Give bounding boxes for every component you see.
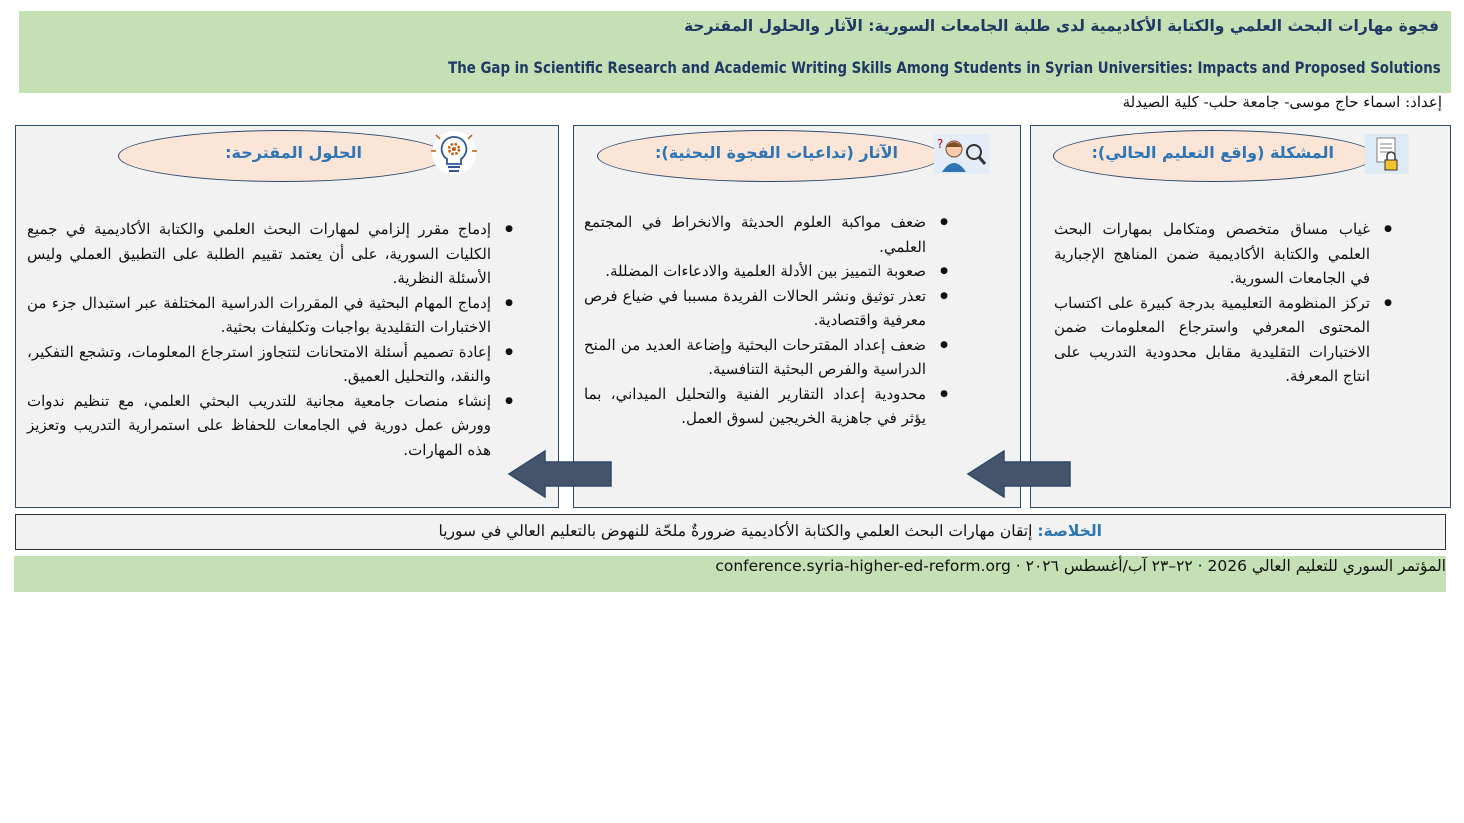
solution-item: ● إدماج مقرر إلزامي لمهارات البحث العلمي والكتابة الأكاديمية في جميع الكليات السورية، على أن يعتمد تقييم الطلبة على التطبيق العملي وليس الأسئلة النظرية. [27, 217, 519, 291]
summary-label: الخلاصة: [1037, 522, 1102, 540]
problem-title: المشكلة (واقع التعليم الحالي): [1091, 143, 1334, 162]
title-english: The Gap in Scientific Research and Academic Writing Skills Among Students in Syrian Universities: Impacts and Proposed Solutions [448, 58, 1441, 77]
problem-list [1054, 217, 1398, 389]
person-magnifier-icon [934, 134, 990, 174]
svg-text:?: ? [937, 137, 944, 151]
impact-item: ● محدودية إعداد التقارير الفنية والتحليل الميداني، بما يؤثر في جاهزية الخريجين لسوق العمل. [584, 382, 954, 431]
solution-list [27, 217, 519, 462]
solution-item: ● إنشاء منصات جامعية مجانية للتدريب البحثي العلمي، مع تنظيم ندوات وورش عمل دورية في الجامعات للحفاظ على استمرارية التدريب وتعزيز هذه المهارات. [27, 389, 519, 463]
solution-item: ● إعادة تصميم أسئلة الامتحانات لتتجاوز استرجاع المعلومات، وتشجع التفكير، والنقد، والتحليل العميق. [27, 340, 519, 389]
summary-line [438, 522, 1102, 540]
left-arrow-icon [966, 450, 1072, 498]
left-arrow-icon [507, 450, 613, 498]
header-banner [19, 11, 1451, 93]
summary-text: إتقان مهارات البحث العلمي والكتابة الأكاديمية ضرورةٌ ملحّة للنهوض بالتعليم العالي في سوريا [438, 522, 1033, 540]
impact-title: الآثار (تداعيات الفجوة البحثية): [655, 143, 898, 162]
problem-item: ● تركز المنظومة التعليمية بدرجة كبيرة على اكتساب المحتوى المعرفي واسترجاع المعلومات ضمن الاختبارات التقليدية مقابل محدودية التدريب على انتاج المعرفة. [1054, 291, 1398, 389]
impact-item: ● ضعف مواكبة العلوم الحديثة والانخراط في المجتمع العلمي. [584, 210, 954, 259]
footer-text: المؤتمر السوري للتعليم العالي 2026 · ٢٢–٢٣ آب/أغسطس ٢٠٢٦ · conference.syria-higher-ed-reform.org [715, 557, 1446, 575]
solution-title: الحلول المقترحة: [225, 143, 362, 162]
impact-item: ● صعوبة التمييز بين الأدلة العلمية والادعاءات المضللة. [584, 259, 954, 284]
solution-item: ● إدماج المهام البحثية في المقررات الدراسية المختلفة عبر استبدال جزء من الاختبارات التقليدية بواجبات وتكليفات بحثية. [27, 291, 519, 340]
lightbulb-gear-icon [428, 131, 480, 177]
impact-list [584, 210, 954, 431]
document-lock-icon [1365, 134, 1409, 174]
impact-item: ● ضعف إعداد المقترحات البحثية وإضاعة العديد من المنح الدراسية والفرص البحثية التنافسية. [584, 333, 954, 382]
author-line: إعداد: اسماء حاج موسى- جامعة حلب- كلية الصيدلة [1122, 93, 1442, 111]
impact-item: ● تعذر توثيق ونشر الحالات الفريدة مسببا في ضياع فرص معرفية واقتصادية. [584, 284, 954, 333]
title-arabic: فجوة مهارات البحث العلمي والكتابة الأكاديمية لدى طلبة الجامعات السورية: الآثار والحلول المقترحة [684, 17, 1439, 35]
problem-item: ● غياب مساق متخصص ومتكامل بمهارات البحث العلمي والكتابة الأكاديمية ضمن المناهج الإجبارية في الجامعات السورية. [1054, 217, 1398, 291]
